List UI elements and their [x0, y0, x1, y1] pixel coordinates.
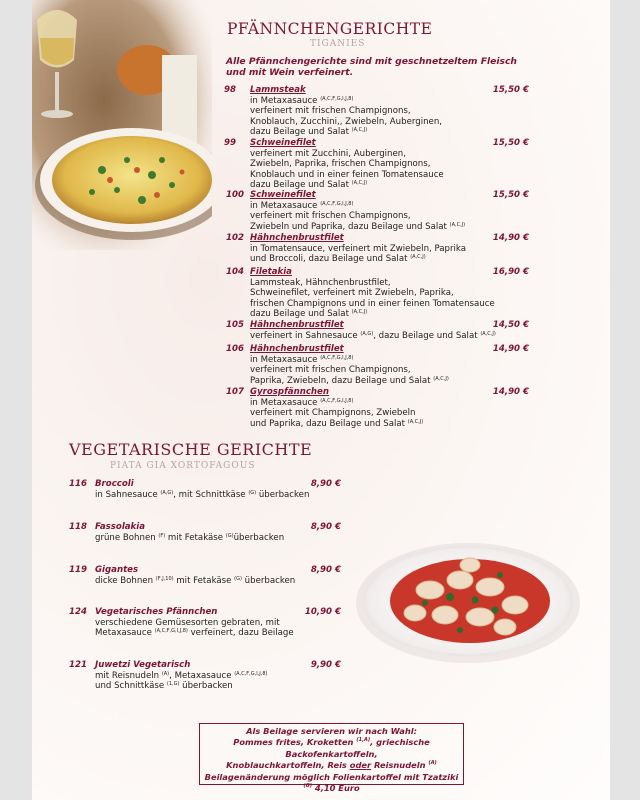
sides-text: Reisnudeln [371, 760, 429, 771]
item-name: Gigantes [95, 565, 139, 575]
food-photo-beans [350, 535, 580, 670]
allergen-code: (A,C,F,G,I,J,8) [234, 670, 268, 677]
item-heading [224, 267, 529, 278]
item-description [224, 244, 529, 255]
intro-line: Alle Pfännchengerichte sind mit geschnetzeltem Fleisch [226, 56, 517, 67]
allergen-code: (A) [428, 760, 437, 767]
allergen-code: (A,C,J) [449, 221, 466, 228]
item-description [224, 211, 529, 222]
item-heading [224, 344, 529, 355]
item-description [224, 365, 529, 376]
item-number: 99 [224, 138, 236, 148]
menu-item [69, 479, 341, 500]
item-name: Lammsteak [250, 85, 306, 95]
item-price: 14,90 € [492, 344, 529, 354]
item-price: 8,90 € [310, 522, 341, 532]
allergen-code: (A,C,J) [407, 418, 424, 425]
description-text: überbacken [241, 575, 296, 586]
item-price: 15,50 € [492, 138, 529, 148]
item-description [69, 628, 341, 639]
item-description [224, 278, 529, 289]
sides-text: Pommes frites, Kroketten [233, 737, 357, 748]
menu-item [69, 565, 341, 586]
item-heading [224, 190, 529, 201]
description-text: überbacken [179, 681, 233, 692]
item-name: Broccoli [95, 479, 134, 489]
allergen-code: (A,C,F,G,I,J,8) [320, 95, 354, 102]
section-intro [226, 56, 517, 78]
item-price: 14,90 € [492, 233, 529, 243]
menu-item [224, 138, 529, 191]
item-description [69, 681, 341, 692]
allergen-code: (A,C,F,G,I,J,8) [320, 397, 354, 404]
item-description [224, 127, 529, 138]
description-text: Knoblauch, Zucchini,, Zwiebeln, Auberginen, [250, 116, 443, 127]
item-description [224, 117, 529, 128]
section-subtitle-xortofagous: PIATA GIA XORTOFAGOUS [110, 461, 256, 471]
menu-item [224, 320, 529, 341]
allergen-code: (A,G) [360, 330, 374, 337]
page-margin-right [610, 0, 640, 800]
allergen-code: (A,G) [160, 489, 174, 496]
allergen-code: (A,C,F,G,I,J,8) [154, 628, 188, 635]
sides-text: Knoblauchkartoffeln, Reis [226, 760, 350, 771]
description-text: verfeinert mit frischen Champignons, [250, 106, 411, 117]
menu-item [224, 387, 529, 429]
description-text: in Metaxasauce [250, 354, 321, 365]
description-text: überbacken [256, 489, 310, 500]
description-text: dazu Beilage und Salat [250, 309, 352, 320]
item-price: 8,90 € [310, 565, 341, 575]
item-number: 100 [226, 190, 244, 200]
item-description [224, 398, 529, 409]
menu-item [69, 607, 341, 639]
allergen-code: (1,A) [356, 737, 371, 744]
item-name: Juwetzi Vegetarisch [95, 660, 191, 670]
description-text: verfeinert mit Champignons, Zwiebeln [250, 408, 416, 419]
item-description [224, 96, 529, 107]
sides-text: Beilagenänderung möglich Folienkartoffel mit Tzatziki [204, 771, 459, 782]
item-heading [224, 320, 529, 331]
item-number: 107 [226, 387, 244, 397]
description-text: grüne Bohnen [95, 532, 159, 543]
item-name: Gyrospfännchen [250, 387, 329, 397]
description-text: verfeinert mit frischen Champignons, [250, 365, 411, 376]
item-name: Vegetarisches Pfännchen [95, 607, 218, 617]
description-text: in Metaxasauce [250, 397, 321, 408]
item-heading [224, 233, 529, 244]
item-heading [69, 479, 341, 490]
allergen-code: (G) [248, 489, 257, 496]
sides-heading: Als Beilage servieren wir nach Wahl: [246, 726, 417, 736]
allergen-code: (A) [161, 670, 170, 677]
menu-item [69, 522, 341, 543]
item-description [224, 170, 529, 181]
item-heading [69, 522, 341, 533]
item-price: 14,90 € [492, 387, 529, 397]
allergen-code: (A,C,J) [410, 254, 426, 261]
item-description [224, 288, 529, 299]
description-text: Paprika, Zwiebeln, dazu Beilage und Salat [250, 375, 434, 386]
description-text: dazu Beilage und Salat [250, 180, 352, 191]
item-heading [224, 85, 529, 96]
description-text: verfeinert in Sahnesauce [250, 330, 361, 341]
item-description [69, 576, 341, 587]
item-number: 118 [69, 522, 87, 532]
item-price: 8,90 € [310, 479, 341, 489]
description-text: dicke Bohnen [95, 575, 156, 586]
section-subtitle-tiganies: TIGANIES [310, 39, 366, 49]
allergen-code: (A,C,J) [480, 330, 496, 337]
item-heading [224, 387, 529, 398]
item-price: 10,90 € [304, 607, 341, 617]
allergen-code: (A,C,J) [433, 375, 449, 382]
allergen-code: (F,J,10) [155, 575, 174, 582]
item-name: Hähnchenbrustfilet [250, 320, 344, 330]
item-price: 16,90 € [492, 267, 529, 277]
description-text: in Tomatensauce, verfeinert mit Zwiebeln, Paprika [250, 243, 467, 254]
description-text: Metaxasauce [95, 628, 155, 639]
description-text: mit Fetakäse [165, 532, 226, 543]
allergen-code: (1,G) [166, 681, 180, 688]
item-number: 119 [69, 565, 87, 575]
allergen-code: (A,C,F,G,I,J,8) [320, 200, 354, 207]
description-text: in Sahnesauce [95, 489, 161, 500]
item-name: Fassolakia [95, 522, 146, 532]
item-description [224, 376, 529, 387]
description-text: , dazu Beilage und Salat [373, 330, 481, 341]
description-text: dazu Beilage und Salat [250, 127, 352, 138]
menu-item [224, 267, 529, 320]
sides-text-underlined: oder [349, 760, 372, 771]
sides-line-4 [200, 772, 463, 795]
item-name: Hähnchenbrustfilet [250, 233, 344, 243]
item-description [69, 533, 341, 544]
description-text: verfeinert mit Zucchini, Auberginen, [250, 148, 406, 159]
allergen-code: (G) [303, 783, 313, 790]
description-text: und Paprika, dazu Beilage und Salat [250, 418, 408, 429]
item-name: Schweinefilet [250, 190, 316, 200]
description-text: und Schnittkäse [95, 681, 167, 692]
item-description [224, 331, 529, 342]
sides-note-box [199, 723, 464, 794]
description-text: verfeinert mit frischen Champignons, [250, 211, 411, 222]
item-heading [69, 607, 341, 618]
item-name: Hähnchenbrustfilet [250, 344, 344, 354]
item-description [224, 222, 529, 233]
section-title-vegetarisch: VEGETARISCHE GERICHTE [69, 440, 313, 459]
item-description [224, 106, 529, 117]
item-number: 105 [226, 320, 244, 330]
description-text: verfeinert, dazu Beilage [187, 628, 294, 639]
description-text: frischen Champignons und in einer feinen Tomatensauce [250, 298, 495, 309]
item-price: 9,90 € [310, 660, 341, 670]
item-description [224, 408, 529, 419]
item-description [224, 355, 529, 366]
item-description [69, 490, 341, 501]
item-number: 98 [224, 85, 236, 95]
item-name: Schweinefilet [250, 138, 316, 148]
sides-text: 4,10 Euro [312, 783, 360, 794]
menu-item [224, 233, 529, 265]
description-text: Schweinefilet, verfeinert mit Zwiebeln, Paprika, [250, 288, 454, 299]
allergen-code: (G) [234, 575, 242, 582]
description-text: mit Fetakäse [173, 575, 235, 586]
page-margin-left [0, 0, 32, 800]
allergen-code: (A,C,J) [351, 309, 368, 316]
description-text: in Metaxasauce [250, 95, 321, 106]
item-heading [224, 138, 529, 149]
description-text: Lammsteak, Hähnchenbrustfilet, [250, 277, 391, 288]
allergen-code: (G) [225, 532, 234, 539]
sides-line-3 [200, 760, 463, 771]
item-description [224, 299, 529, 310]
description-text: , Metaxasauce [169, 670, 235, 681]
food-photo-casserole [32, 0, 212, 250]
item-name: Filetakia [250, 267, 292, 277]
item-number: 116 [69, 479, 87, 489]
item-description [224, 309, 529, 320]
menu-page [32, 0, 610, 800]
item-number: 121 [69, 660, 87, 670]
section-title-pfannchen: PFÄNNCHENGERICHTE [227, 20, 433, 38]
description-text: mit Reisnudeln [95, 670, 162, 681]
sides-line-2 [200, 737, 463, 760]
item-heading [69, 565, 341, 576]
item-description [224, 159, 529, 170]
description-text: Zwiebeln, Paprika, frischen Champignons, [250, 159, 431, 170]
description-text: Knoblauch und in einer feinen Tomatensauce [250, 169, 444, 180]
item-description [69, 671, 341, 682]
allergen-code: (F) [158, 532, 166, 539]
allergen-code: (A,C,J) [351, 180, 368, 187]
intro-line: und mit Wein verfeinert. [226, 67, 354, 78]
menu-item [224, 85, 529, 138]
description-text: und Broccoli, dazu Beilage und Salat [250, 254, 411, 265]
item-number: 124 [69, 607, 87, 617]
allergen-code: (A,C,F,G,I,J,8) [320, 354, 354, 361]
item-description [224, 419, 529, 430]
menu-item [224, 190, 529, 232]
item-price: 15,50 € [492, 85, 529, 95]
item-number: 104 [226, 267, 244, 277]
menu-item [69, 660, 341, 692]
item-description [224, 254, 529, 265]
item-description [69, 618, 341, 629]
item-number: 106 [226, 344, 244, 354]
item-price: 14,50 € [492, 320, 529, 330]
item-price: 15,50 € [492, 190, 529, 200]
description-text: in Metaxasauce [250, 200, 321, 211]
item-heading [69, 660, 341, 671]
sides-text: , griechische Backofenkartoffeln, [285, 737, 430, 759]
description-text: , mit Schnittkäse [173, 489, 249, 500]
allergen-code: (A,C,J) [351, 127, 368, 134]
item-number: 102 [226, 233, 244, 243]
item-description [224, 201, 529, 212]
menu-item [224, 344, 529, 386]
description-text: Zwiebeln und Paprika, dazu Beilage und Salat [250, 221, 450, 232]
item-description [224, 149, 529, 160]
description-text: verschiedene Gemüsesorten gebraten, mit [95, 617, 280, 628]
description-text: überbacken [233, 532, 285, 543]
